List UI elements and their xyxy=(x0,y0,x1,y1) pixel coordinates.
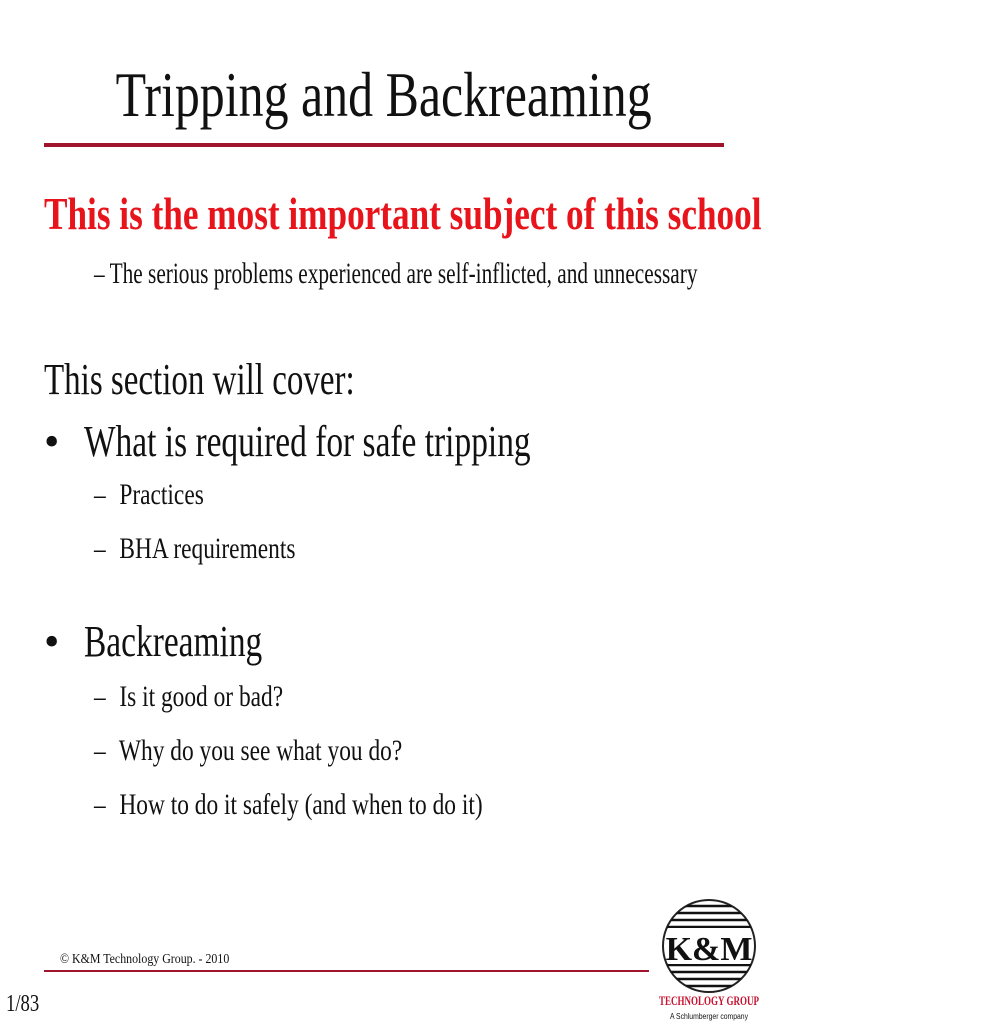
bullet-marker: • xyxy=(44,417,60,466)
slide-title: Tripping and Backreaming xyxy=(115,59,653,130)
km-logo-icon xyxy=(654,898,764,1024)
sub-bullet-text: Practices xyxy=(119,478,204,511)
bullet-text: What is required for safe tripping xyxy=(84,417,531,466)
footer-rule xyxy=(44,970,649,972)
dash-marker: – xyxy=(94,478,106,511)
sub-bullet-text: BHA requirements xyxy=(119,532,296,565)
sub-bullet-text: How to do it safely (and when to do it) xyxy=(119,788,483,821)
dash-marker: – xyxy=(94,257,105,290)
dash-marker: – xyxy=(94,680,106,713)
dash-marker: – xyxy=(94,532,106,565)
headline: This is the most important subject of this school xyxy=(44,188,762,239)
sub-bullet-item xyxy=(94,478,235,512)
sub-bullet-text: Is it good or bad? xyxy=(119,680,284,713)
bullet-marker: • xyxy=(44,617,60,666)
sub-bullet-item xyxy=(94,788,592,822)
subnote-text: The serious problems experienced are self-inflicted, and unnecessary xyxy=(109,257,698,290)
bullet-text: Backreaming xyxy=(84,617,263,666)
sub-bullet-item xyxy=(94,532,352,566)
logo-tagline: A Schlumberger company xyxy=(670,1012,748,1021)
title-underline xyxy=(44,143,724,147)
sub-bullet-item xyxy=(94,734,489,768)
company-logo xyxy=(654,898,764,1024)
sub-bullet-item xyxy=(94,680,336,714)
dash-marker: – xyxy=(94,734,106,767)
logo-monogram: K&M xyxy=(665,931,753,968)
dash-marker: – xyxy=(94,788,106,821)
copyright: © K&M Technology Group. - 2010 xyxy=(60,952,230,967)
section-intro: This section will cover: xyxy=(44,355,355,404)
headline-subnote xyxy=(94,257,944,291)
page-number: 1/83 xyxy=(6,991,40,1017)
logo-name: TECHNOLOGY GROUP xyxy=(659,994,760,1008)
sub-bullet-text: Why do you see what you do? xyxy=(118,734,403,767)
